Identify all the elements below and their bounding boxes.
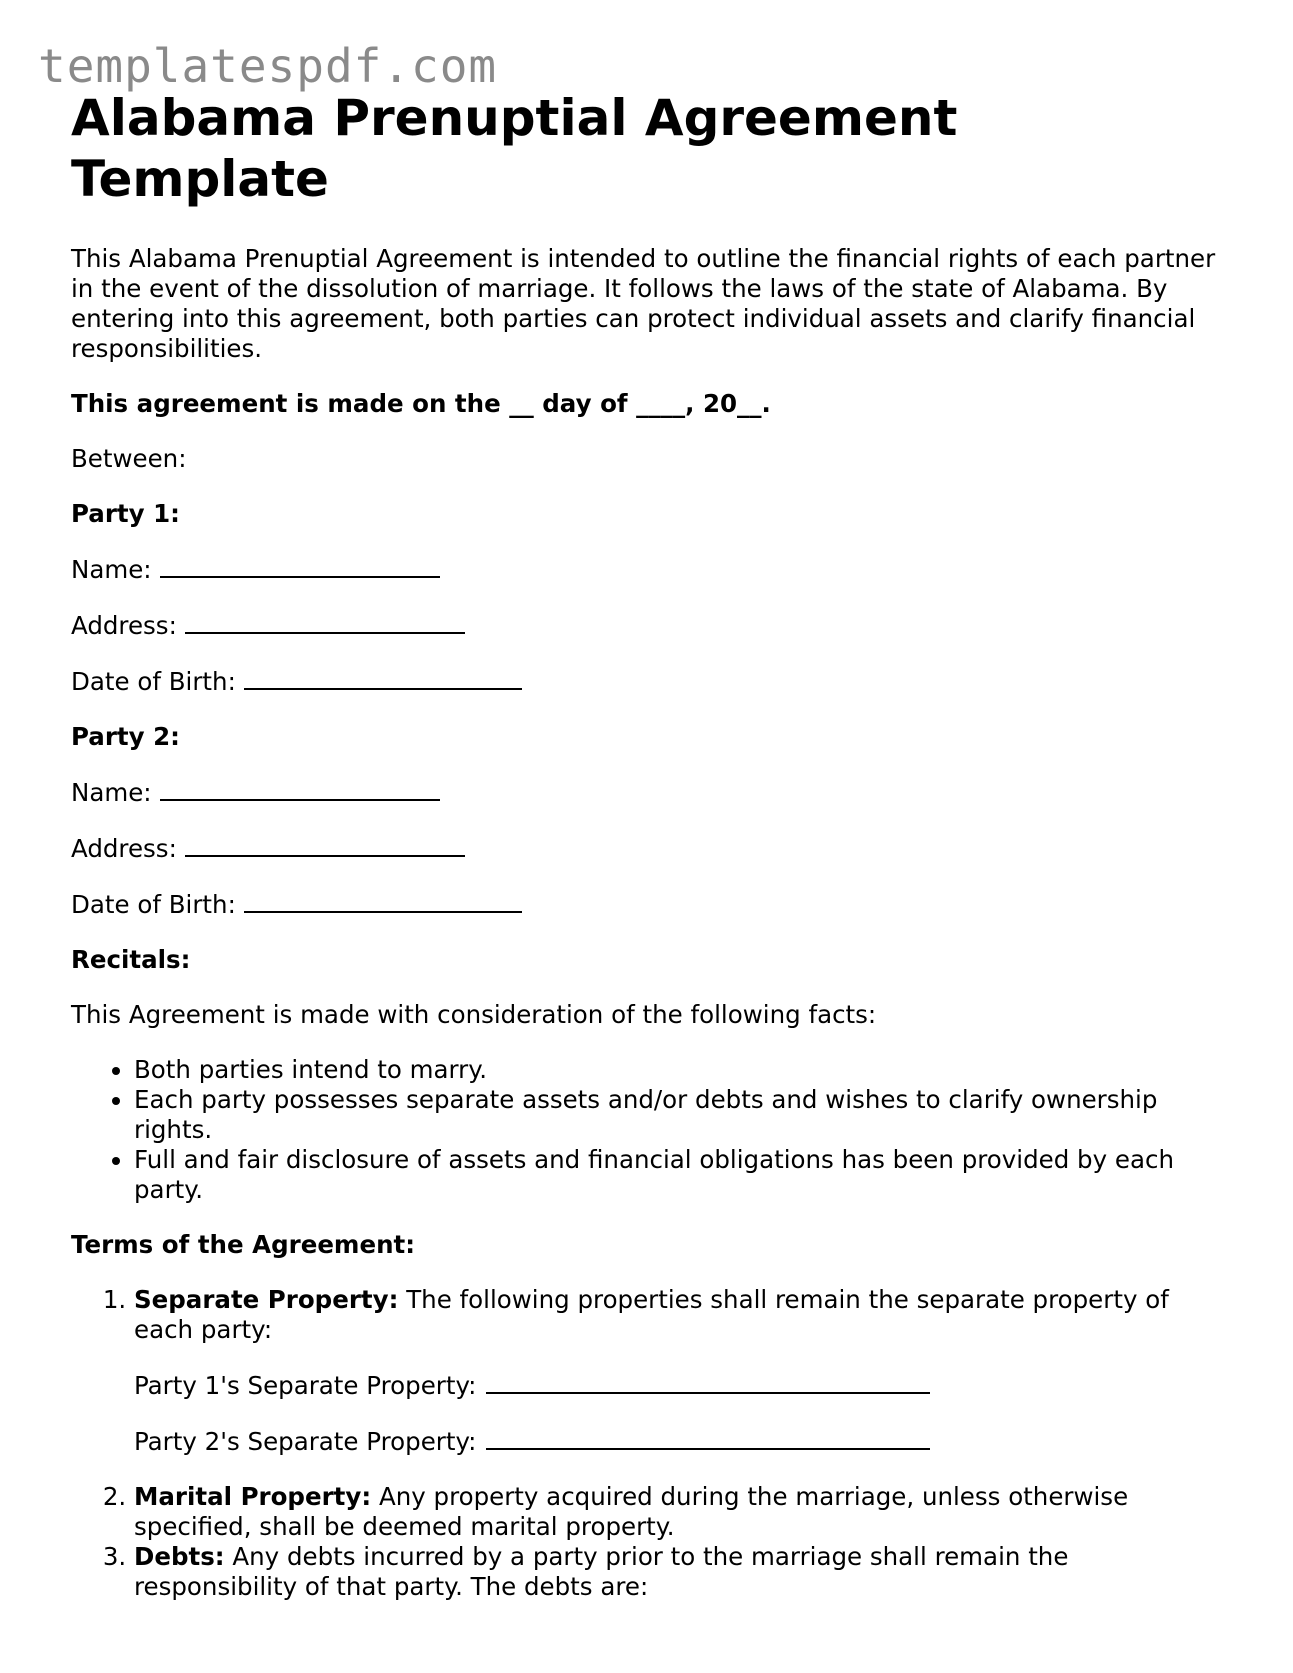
term-item-marital-property (134, 1482, 1221, 1542)
term-item-debts (134, 1542, 1221, 1602)
party2-address-row (71, 833, 1221, 864)
party2-address-blank[interactable] (185, 833, 465, 857)
party2-name-label: Name: (71, 778, 152, 807)
terms-heading: Terms of the Agreement: (71, 1230, 416, 1259)
party2-dob-label: Date of Birth: (71, 890, 236, 919)
party1-address-row (71, 610, 1221, 641)
terms-list (71, 1285, 1221, 1602)
recitals-lead: This Agreement is made with consideration of the following facts: (71, 1000, 877, 1029)
party1-dob-label: Date of Birth: (71, 667, 236, 696)
page-title: Alabama Prenuptial Agreement Template (71, 89, 958, 208)
party2-name-row (71, 777, 1221, 808)
party1-name-blank[interactable] (160, 554, 440, 578)
party2-dob-row (71, 889, 1221, 920)
term-title: Debts: (134, 1542, 225, 1571)
recital-item: • Both parties intend to marry. (134, 1055, 1221, 1085)
party2-separate-property-label: Party 2's Separate Property: (134, 1427, 477, 1456)
party2-address-label: Address: (71, 834, 177, 863)
document-body (71, 88, 1221, 1602)
party2-separate-property-blank[interactable] (486, 1426, 930, 1450)
party2-name-blank[interactable] (160, 777, 440, 801)
recitals-list (71, 1055, 1221, 1205)
party1-address-blank[interactable] (185, 610, 465, 634)
party1-dob-row (71, 666, 1221, 697)
watermark: templatespdf.com (38, 39, 498, 93)
term-title: Marital Property: (134, 1482, 372, 1511)
between-label: Between: (71, 444, 187, 473)
party1-dob-blank[interactable] (244, 666, 522, 690)
agreement-date-line: This agreement is made on the __ day of ____, 20__. (71, 389, 771, 418)
party1-name-row (71, 554, 1221, 585)
term-item-separate-property (134, 1285, 1221, 1457)
term-text: Any property acquired during the marriage, unless otherwise specified, shall be deemed marital property. (134, 1482, 1129, 1541)
recital-item: • Full and fair disclosure of assets and financial obligations has been provided by each party. (134, 1145, 1221, 1205)
term-text: Any debts incurred by a party prior to the marriage shall remain the responsibility of that party. The debts are: (134, 1542, 1069, 1601)
party2-heading: Party 2: (71, 722, 180, 751)
term-title: Separate Property: (134, 1285, 399, 1314)
party1-separate-property-row (134, 1370, 1221, 1401)
party1-name-label: Name: (71, 555, 152, 584)
recital-item: • Each party possesses separate assets and/or debts and wishes to clarify ownership rights. (134, 1085, 1221, 1145)
intro-paragraph: This Alabama Prenuptial Agreement is intended to outline the financial rights of each partner in the event of the dissolution of marriage. It follows the laws of the state of Alabama. By entering into this agreement, both parties can protect individual assets and clarify financial responsibilities. (71, 244, 1216, 363)
party1-separate-property-blank[interactable] (486, 1370, 930, 1394)
party1-address-label: Address: (71, 611, 177, 640)
party1-heading: Party 1: (71, 499, 180, 528)
recitals-heading: Recitals: (71, 945, 191, 974)
party1-separate-property-label: Party 1's Separate Property: (134, 1371, 477, 1400)
party2-separate-property-row (134, 1426, 1221, 1457)
term-text: The following properties shall remain the separate property of each party: (134, 1285, 1169, 1344)
party2-dob-blank[interactable] (244, 889, 522, 913)
